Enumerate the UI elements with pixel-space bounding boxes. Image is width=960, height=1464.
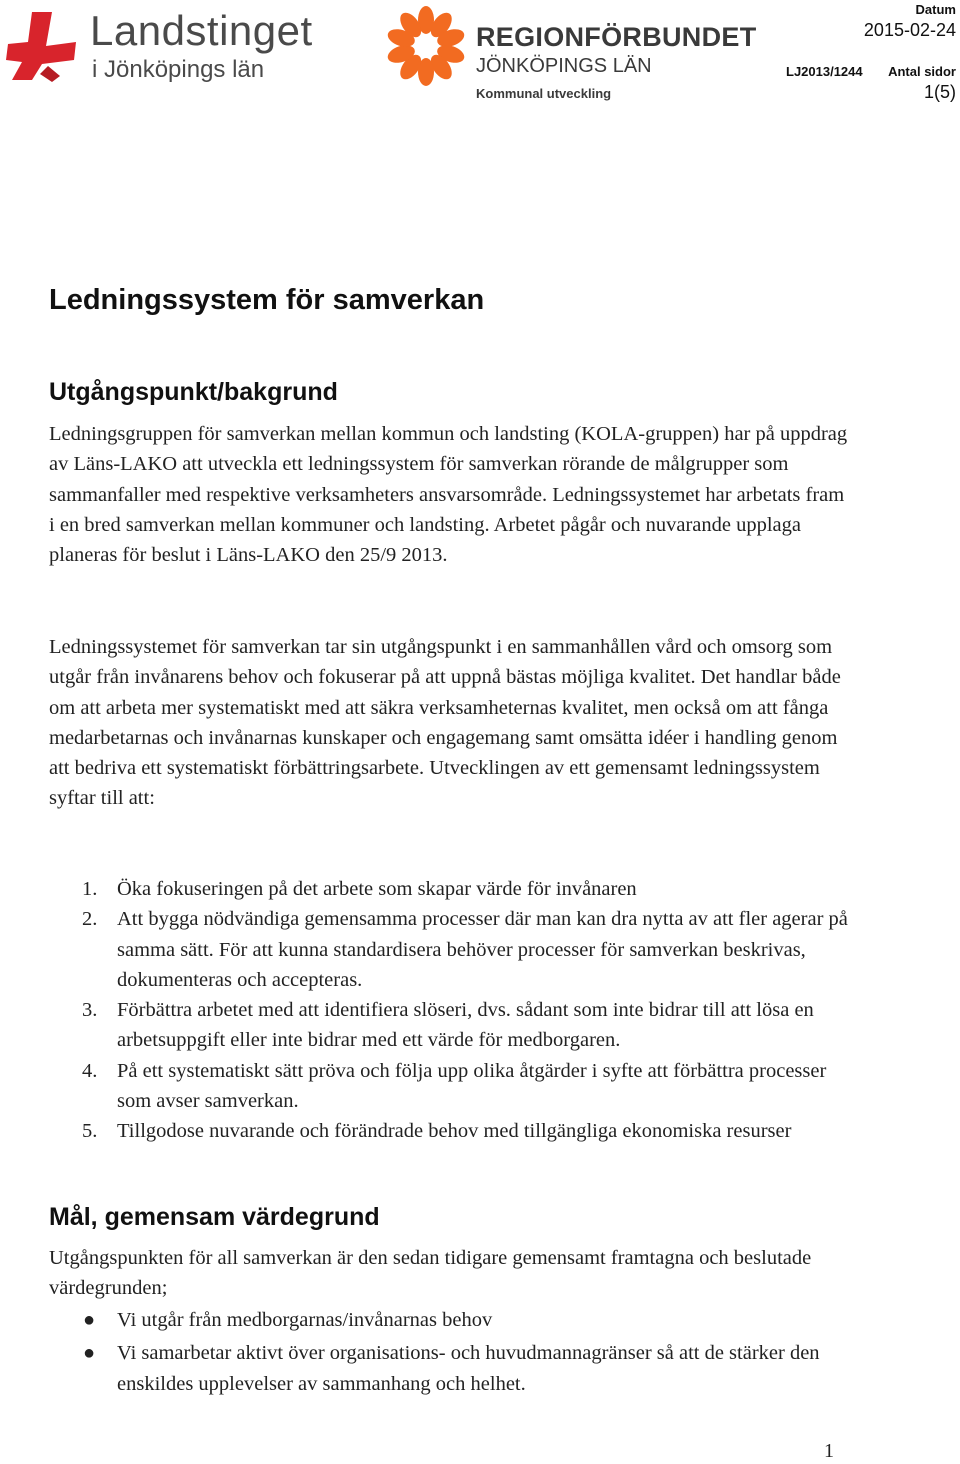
list-item [49, 874, 849, 904]
list-item-number: 2. [82, 908, 98, 931]
values-bullet-list [49, 1305, 849, 1402]
document-title: Ledningssystem för samverkan [49, 284, 485, 316]
list-item [49, 995, 849, 1056]
page-count-label: Antal sidor [888, 64, 956, 79]
landstinget-logo-subtitle: i Jönköpings län [92, 56, 265, 83]
section-heading-values: Mål, gemensam värdegrund [49, 1203, 380, 1231]
list-item [49, 1116, 849, 1146]
bullet-icon: ● [83, 1342, 96, 1364]
bullet-item-text: Vi samarbetar aktivt över organisations- och huvudmannagränser så att de stärker den enskildes upplevelser av sammanhang och helhet. [117, 1342, 820, 1395]
list-item-text: Tillgodose nuvarande och förändrade behov med tillgängliga ekonomiska resurser [117, 1120, 792, 1143]
list-item-text: På ett systematiskt sätt pröva och följa upp olika åtgärder i syfte att förbättra processer som avser samverkan. [117, 1059, 827, 1113]
list-item-number: 1. [82, 878, 98, 900]
list-item-number: 3. [82, 999, 98, 1022]
landstinget-cross-icon [2, 6, 80, 84]
landstinget-logo-name: Landstinget [90, 7, 313, 54]
document-date: 2015-02-24 [863, 20, 956, 40]
background-paragraph-1: Ledningsgruppen för samverkan mellan kommun och landsting (KOLA-gruppen) har på uppdrag av Läns-LAKO att utveckla ett ledningssystem för samverkan rörande de målgrupper som sammanfaller med respektive verksamheters ansvarsområde. Ledningssystemet har arbetats fram i en bred samverkan mellan kommuner och landsting. Arbetet pågår och nuvarande upplaga planeras för beslut i Läns-LAKO den 25/9 2013. [49, 423, 848, 567]
reference-number: LJ2013/1244 [786, 64, 863, 79]
background-paragraph-2: Ledningssystemet för samverkan tar sin utgångspunkt i en sammanhållen vård och omsorg som utgår från invånarens behov och fokuserar på att uppnå bästas möjliga kvalitet. Det handlar både om att arbeta mer systematiskt med att säkra verksamheternas kvalitet, men också om att fånga medarbetarnas och invånarnas kunskaper och engagemang samt omsätta idéer i handling genom att bedriva ett systematiskt förbättringsarbete. Utvecklingen av ett gemensamt ledningssystem syftar till att: [49, 636, 841, 810]
bullet-icon: ● [83, 1309, 96, 1331]
bullet-item-text: Vi utgår från medborgarnas/invånarnas behov [117, 1309, 493, 1331]
list-item-text: Att bygga nödvändiga gemensamma processer där man kan dra nytta av att fler agerar på samma sätt. För att kunna standardisera behöver processer för samverkan beskrivas, dokumenteras och accepteras. [117, 908, 848, 991]
page-count: 1(5) [923, 82, 956, 102]
list-item [49, 1056, 849, 1117]
regionforbundet-flower-icon [384, 4, 468, 88]
regionforbundet-logo [384, 4, 757, 104]
list-item [49, 904, 849, 995]
bullet-item [49, 1305, 849, 1336]
bullet-item [49, 1338, 849, 1400]
regionforbundet-logo-title: REGIONFÖRBUNDET [476, 22, 757, 52]
regionforbundet-logo-county: JÖNKÖPINGS LÄN [476, 55, 652, 77]
page-number: 1 [824, 1440, 834, 1462]
values-paragraph: Utgångspunkten för all samverkan är den sedan tidigare gemensamt framtagna och beslutade värdegrunden; [49, 1247, 812, 1300]
list-item-text: Förbättra arbetet med att identifiera slöseri, dvs. sådant som inte bidrar till att lösa en arbetsuppgift eller inte bidrar med ett värde för medborgaren. [117, 999, 814, 1052]
list-item-text: Öka fokuseringen på det arbete som skapar värde för invånaren [117, 878, 637, 900]
regionforbundet-logo-tagline: Kommunal utveckling [476, 86, 612, 101]
list-item-number: 4. [82, 1059, 98, 1082]
landstinget-logo [0, 0, 340, 90]
section-heading-background: Utgångspunkt/bakgrund [49, 378, 338, 406]
datum-label: Datum [915, 2, 956, 17]
list-item-number: 5. [82, 1120, 98, 1143]
goals-numbered-list [49, 874, 849, 1147]
